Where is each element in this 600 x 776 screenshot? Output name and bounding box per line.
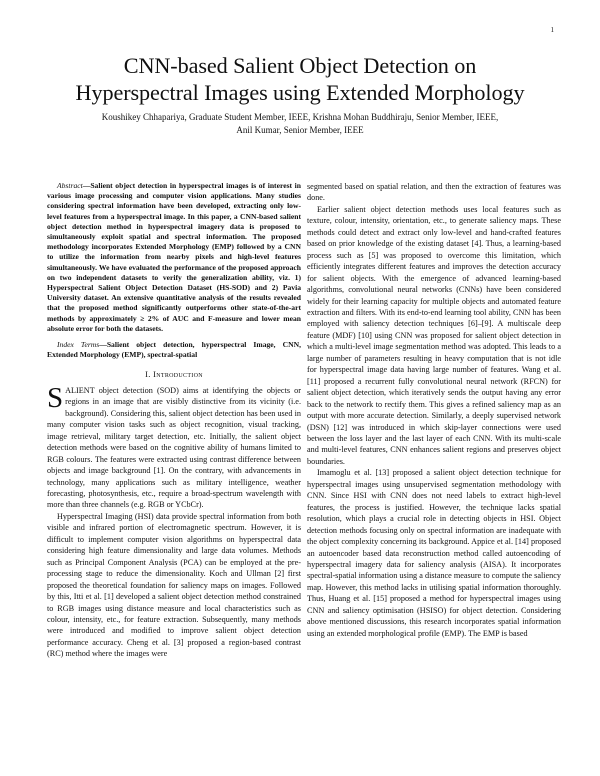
title-line: Hyperspectral Images using Extended Morphology <box>75 80 525 105</box>
index-terms-text: —Salient object detection, hyperspectral Image, CNN, Extended Morphology (EMP), spectral-spatial <box>47 340 301 360</box>
right-column <box>307 181 561 639</box>
intro-paragraph-1-text: ALIENT object detection (SOD) aims at identifying the objects or regions in an image that are visibly distinctive from its vicinity (i.e. background). Considering this, salient object detection has been used in many computer vision tasks such as object recognition, visual tracking, image retrieval, military target detection, etc. Initially, the salient object detection methods were based on the cognitive ability of humans limited to RGB colours. The features were extracted using contrast difference between objects and image background [1]. On the contrary, with advancements in technology, many applications such as military intelligence, weather forecasting, photosynthesis, etc., require a broad-spectrum wavelength with more than three channels (e.g. RGB or YCbCr). <box>47 385 301 510</box>
section-heading: I. Introduction <box>145 369 203 380</box>
right-paragraph-1: segmented based on spatial relation, and then the extraction of features was done. <box>307 182 561 203</box>
page-number: 1 <box>550 26 554 34</box>
abstract-label: Abstract <box>57 181 83 190</box>
paper-title <box>40 52 560 106</box>
right-paragraph-2: Earlier salient object detection methods uses local features such as texture, colour, intensity, orientation, etc., to generate saliency maps. These methods could detect and extract only low-level and hand-crafted features based on prior knowledge of the existing dataset [4]. Thus, a learning-based process such as [5] was proposed to overcome this limitation, which efficiently integrates different features and improves the detection accuracy for salient objects. With the emergence of advanced learning-based algorithms, convolutional neural networks (CNNs) have been considered widely for their learning capacity for multiple objects and automated feature extraction and filters. With its end-to-end learning tool ability, CNN has been employed with saliency detection techniques [6]–[9]. A multiscale deep feature (MDF) [10] using CNN was proposed for salient object detection in which a multi-level image segmentation method was adopted. This leads to a large number of parameters resulting in heavy computation that is not idle for hyperspectral image data having large number of features. Wang et al. [11] proposed a recurrent fully convolutional neural network (RFCN) for salient object detection, which iteratively sends the output having any error back to the network to rectify them. This gives a refined saliency map as an output with more accurate detection. Similarly, a deeply supervised network (DSN) [12] was introduced in which skip-layer connections were used between the loss layer and the last layer of each CNN. With its multi-scale and multi-level features, CNN enhances salient regions and preserves object boundaries. <box>307 204 561 466</box>
intro-paragraph-2: Hyperspectral Imaging (HSI) data provide spectral information from both visible and infrared portion of electromagnetic spectrum. However, it is difficult to implement computer vision algorithms on hyperspectral data considering high feature dimensionality and large data volumes. Methods such as Principal Component Analysis (PCA) can be employed at the pre-processing stage to reduce the dimensionality. Koch and Ullman [2] first proposed the theoretical foundation for saliency maps on images. Followed by this, Itti et al. [1] developed a salient object detection method constrained to RGB images using distance measure and local characteristics such as colour, intensity, etc., for feature extraction. Subsequently, many methods were introduced and modified to improve salient object detection performance accuracy. Cheng et al. [3] proposed a region-based contrast (RC) method where the images were <box>47 511 301 659</box>
right-paragraph-3: Imamoglu et al. [13] proposed a salient object detection technique for hyperspectral images using unsupervised segmentation methodology with CNN. Since HSI with CNN does not need labels to extract high-level features, the process is justified. However, the technique lacks spatial resolution, which plays a crucial role in detecting objects in HSI. Object detection methods focusing only on spectral information are inadequate with the object complexity concerning its background. Appice et al. [14] proposed an autoencoder based data reconstruction method called autoencoding of hyperspectral imagery data for saliency analysis (AISA). It incorporates spectral-spatial information using a distance measure to compute the saliency map. However, this method lacks in utilising spatial information thoroughly. Thus, Huang et al. [15] proposed a method for hyperspectral images using CNN and saliency optimisation (HSISO) for object detection. Considering above mentioned discussions, this research incorporates spatial information using an extended morphological profile (EMP). The EMP is based <box>307 468 561 638</box>
abstract-text: —Salient object detection in hyperspectral images is of interest in various image processing and computer vision applications. Many studies considering spectral information have been developed, extracting only low-level features from a hyperspectral image. In this paper, a CNN-based salient object detection method in hyperspectral imagery data is proposed to simultaneously exploit spatial and spectral information. The proposed methodology incorporates Extended Morphology (EMP) followed by a CNN to utilize the information from nearby pixels and high-level features simultaneously. We have evaluated the performance of the proposed approach on two independent datasets to verify the generalization ability, viz. 1) Hyperspectral Salient Object Detection Dataset (HS-SOD) and 2) Pavia University dataset. An extensive quantitative analysis of the results revealed that the proposed method significantly outperforms other state-of-the-art methods by approximately ≥ 2% of AUC and F-measure and lower mean absolute error for both the datasets. <box>47 181 301 333</box>
title-line: CNN-based Salient Object Detection on <box>123 53 477 78</box>
author-list <box>80 111 520 136</box>
left-column <box>47 181 301 660</box>
index-terms <box>47 340 301 360</box>
author-line: Anil Kumar, Senior Member, IEEE <box>236 124 364 135</box>
author-line: Koushikey Chhapariya, Graduate Student Member, IEEE, Krishna Mohan Buddhiraju, Senior Member, IEEE, <box>101 112 499 122</box>
drop-cap: S <box>47 381 64 414</box>
index-terms-label: Index Terms <box>57 340 100 350</box>
abstract <box>47 181 301 334</box>
intro-paragraph-1 <box>47 381 301 511</box>
